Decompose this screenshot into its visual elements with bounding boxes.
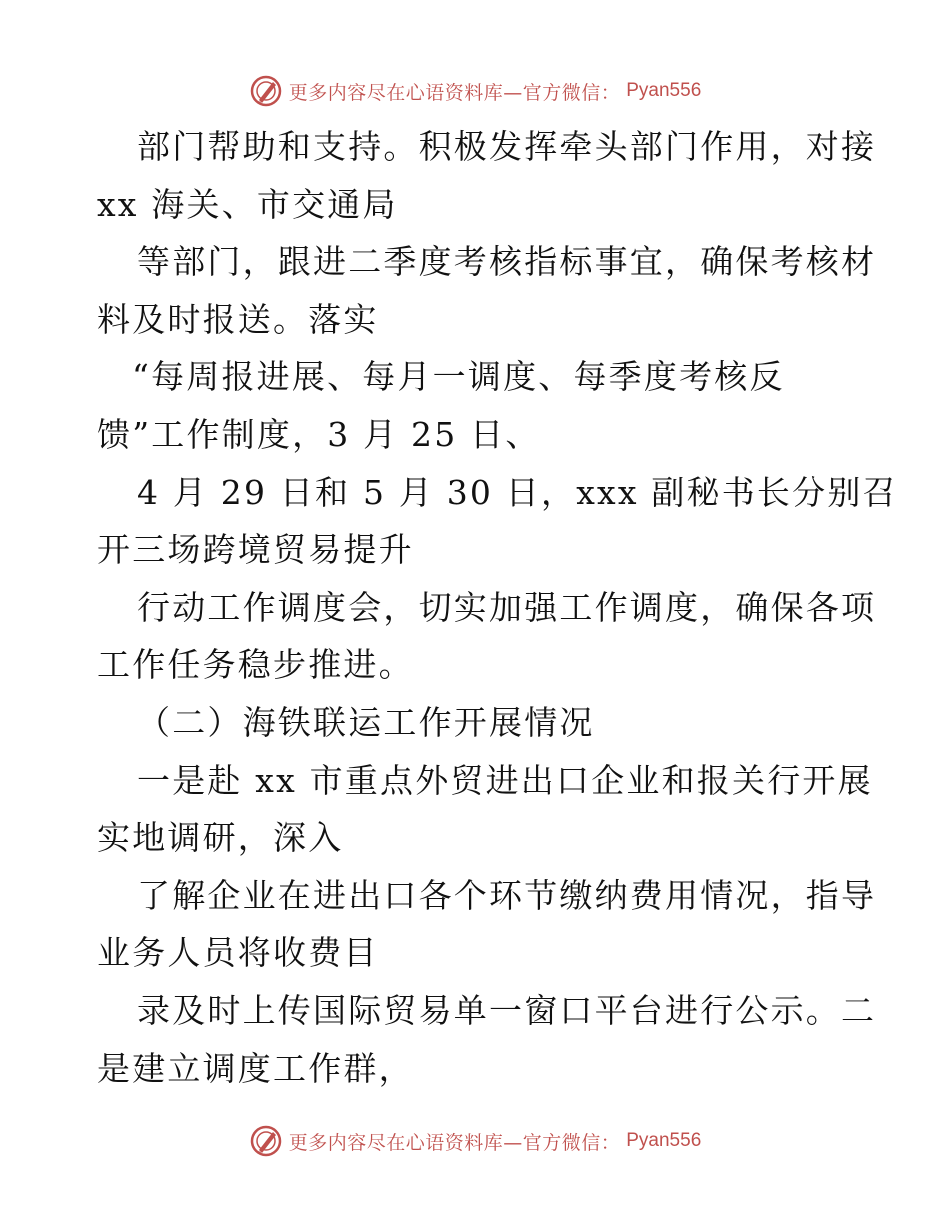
body-line: 部门帮助和支持。积极发挥牵头部门作用，对接 bbox=[137, 127, 877, 166]
section-heading: （二）海铁联运工作开展情况 bbox=[137, 702, 595, 742]
footer-watermark bbox=[0, 1121, 950, 1161]
body-line: 馈”工作制度，3 月 25 日、 bbox=[97, 414, 541, 454]
body-line: 4 月 29 日和 5 月 30 日，xxx 副秘书长分别召 bbox=[137, 472, 898, 512]
pen-logo-icon bbox=[249, 1124, 283, 1158]
body-line: 一是赴 xx 市重点外贸进出口企业和报关行开展 bbox=[137, 760, 873, 800]
body-line: 工作任务稳步推进。 bbox=[97, 645, 414, 685]
body-line: 是建立调度工作群， bbox=[97, 1048, 414, 1088]
body-line: 业务人员将收费目 bbox=[97, 933, 379, 973]
watermark-wechat-id: Pyan556 bbox=[626, 80, 702, 101]
document-body bbox=[97, 118, 898, 1097]
body-line: 等部门，跟进二季度考核指标事宜，确保考核材 bbox=[137, 242, 877, 282]
watermark-text: 更多内容尽在心语资料库—官方微信： bbox=[288, 81, 621, 104]
pen-logo-icon bbox=[249, 74, 283, 108]
header-watermark bbox=[0, 71, 950, 111]
watermark-text: 更多内容尽在心语资料库—官方微信： bbox=[288, 1131, 621, 1154]
body-line: 料及时报送。落实 bbox=[97, 299, 379, 339]
body-line: 录及时上传国际贸易单一窗口平台进行公示。二 bbox=[137, 990, 877, 1030]
body-line: 了解企业在进出口各个环节缴纳费用情况，指导 bbox=[137, 875, 877, 915]
body-line: 实地调研，深入 bbox=[97, 818, 344, 858]
watermark-wechat-id: Pyan556 bbox=[626, 1130, 702, 1151]
body-line: “每周报进展、每月一调度、每季度考核反 bbox=[132, 357, 785, 397]
body-line: 开三场跨境贸易提升 bbox=[97, 530, 414, 570]
body-line: xx 海关、市交通局 bbox=[97, 184, 398, 224]
body-line: 行动工作调度会，切实加强工作调度，确保各项 bbox=[137, 587, 877, 627]
